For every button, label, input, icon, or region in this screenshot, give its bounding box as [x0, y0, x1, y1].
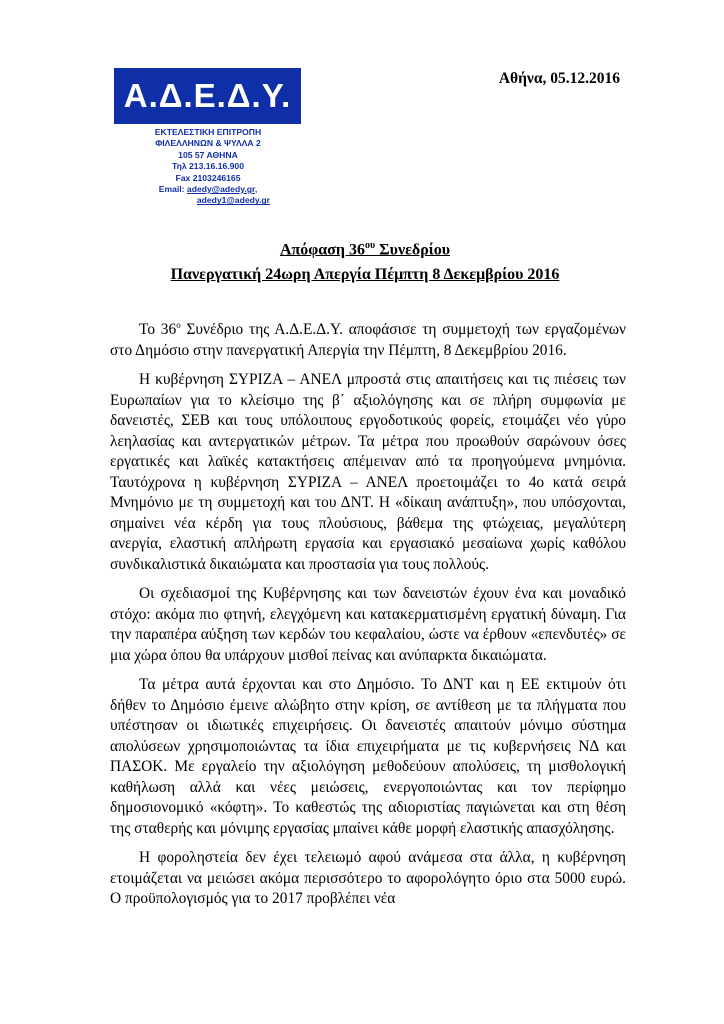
paragraph-1-ordinal: ο — [176, 319, 181, 330]
title-text-start: Απόφαση 36 — [279, 241, 365, 259]
address-street: ΦΙΛΕΛΛΗΝΩΝ & ΨΥΛΛΑ 2 — [155, 138, 261, 149]
email-label: Email: — [158, 184, 187, 195]
paragraph-2: Η κυβέρνηση ΣΥΡΙΖΑ – ΑΝΕΛ μπροστά στις απαιτήσεις και τις πιέσεις των Ευρωπαίων για το κλείσιμο της β΄ αξιολόγησης και σε πλήρη συμφωνία με δανειστές, ΣΕΒ και τους υπόλοιπους εργοδοτικούς φορείς, ετοιμάζει νέο γύρο λεηλασίας και αντεργατικών μέτρων. Τα μέτρα που προωθούν σαρώνουν όσες εργατικές και λαϊκές κατακτήσεις απέμειναν από τα προηγούμενα μνημόνια. Ταυτόχρονα η κυβέρνηση ΣΥΡΙΖΑ – ΑΝΕΛ προετοιμάζει το 4ο κατά σειρά Μνημόνιο με τη συμμετοχή και του ΔΝΤ. Η «δίκαιη ανάπτυξη», που υπόσχονται, σημαίνει νέα κέρδη για τους πλούσιους, βάθεμα της φτώχειας, μεγαλύτερη ανεργία, ελαστική απλήρωτη εργασία και εργασιακό μεσαίωνα χωρίς καθόλου συνδικαλιστικά δικαιώματα και προστασία για τους πολλούς. — [110, 371, 626, 573]
email-link-secondary[interactable]: adedy1@adedy.gr — [196, 195, 270, 206]
title-text-end: Συνεδρίου — [375, 241, 451, 259]
paragraph-4: Τα μέτρα αυτά έρχονται και στο Δημόσιο. Το ΔΝΤ και η ΕΕ εκτιμούν ότι δήθεν το Δημόσιο έμεινε αλώβητο στην κρίση, σε αντίθεση με τα πλήγματα που υπέστησαν οι ιδιωτικές επιχειρήσεις. Οι δανειστές απαιτούν μόνιμο σύστημα απολύσεων χρησιμοποιώντας τα ίδια επιχειρήματα με τις κυβερνήσεις ΝΔ και ΠΑΣΟΚ. Με εργαλείο την αξιολόγηση μεθοδεύουν απολύσεις, τη μισθολογική καθήλωση αλλά και νέες μειώσεις, ενεργοποιώντας και τον περίφημο δημοσιονομικό «κόφτη». Το καθεστώς της αδιοριστίας παγιώνεται και στη θέση της σταθερής και μόνιμης εργασίας μπαίνει κάθε μορφή ελαστικής απασχόλησης. — [110, 676, 626, 837]
paragraph-1 — [110, 320, 626, 361]
logo-text: Α.Δ.Ε.Δ.Υ. — [123, 77, 292, 114]
document-body — [110, 320, 626, 919]
email-row — [128, 184, 288, 195]
document-subtitle: Πανεργατική 24ωρη Απεργία Πέμπτη 8 Δεκεμβρίου 2016 — [170, 266, 560, 283]
document-date: Αθήνα, 05.12.2016 — [498, 70, 620, 87]
email-separator: , — [254, 184, 258, 195]
committee-name: ΕΚΤΕΛΕΣΤΙΚΗ ΕΠΙΤΡΟΠΗ — [154, 127, 262, 137]
address-city: 105 57 ΑΘΗΝΑ — [178, 149, 238, 160]
document-title — [100, 240, 630, 259]
logo — [114, 68, 301, 124]
phone-number: Τηλ 213.16.16.900 — [172, 161, 244, 172]
paragraph-5: Η φοροληστεία δεν έχει τελειωμό αφού ανάμεσα στα άλλα, η κυβέρνηση ετοιμάζεται να μειώσει ακόμα περισσότερο το αφορολόγητο όριο στα 5000 ευρώ. Ο προϋπολογισμός για το 2017 προβλέπει νέα — [110, 849, 626, 907]
paragraph-1-start: Το 36 — [139, 321, 177, 338]
email-link-primary[interactable]: adedy@adedy.gr — [186, 184, 255, 195]
organization-info — [128, 127, 288, 207]
fax-number: Fax 2103246165 — [175, 172, 241, 183]
paragraph-3: Οι σχεδιασμοί της Κυβέρνησης και των δανειστών έχουν ένα και μοναδικό στόχο: ακόμα πιο φτηνή, ελεγχόμενη και κατακερματισμένη εργατική δύναμη. Για την παραπέρα αύξηση των κερδών του κεφαλαίου, ώστε να έρθουν «επενδυτές» σε μια χώρα όπου θα υπάρχουν μισθοί πείνας και ανύπαρκτα δικαιώματα. — [110, 585, 626, 664]
title-ordinal-suffix: ου — [364, 240, 376, 251]
paragraph-1-rest: Συνέδριο της Α.Δ.Ε.Δ.Υ. αποφάσισε τη συμμετοχή των εργαζομένων στο Δημόσιο στην πανεργατική Απεργία την Πέμπτη, 8 Δεκεμβρίου 2016. — [110, 321, 626, 359]
